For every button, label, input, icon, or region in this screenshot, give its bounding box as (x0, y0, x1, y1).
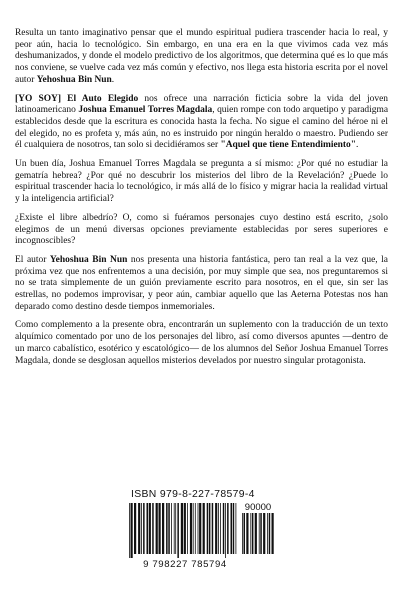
paragraph-supplement: Como complemento a la presente obra, encontrarán un suplemento con la traducción de un texto alquímico comentado por uno de los personajes del libro, así como diversos apuntes —dentro de un marco cabalístico, esotérico y escatológico— de los alumnos del Señor Joshua Emanuel Torres Magdala, donde se desglosan aquellos misterios develados por nuestro singular protagonista. (15, 320, 388, 366)
barcode-bar (152, 503, 154, 554)
author-name: Yehoshua Bin Nun (36, 74, 112, 85)
barcode-bar (259, 513, 260, 554)
quote: "Aquel que tiene Entendimiento" (220, 140, 357, 151)
barcode-bar (209, 503, 211, 554)
paragraph-synopsis: [YO SOY] El Auto Elegido nos ofrece una narración ficticia sobre la vida del joven latinoamericano Joshua Emanuel Torres Magdala, quien rompe con todo arquetipo y paradigma establecidos desde que la escritura es conocida hasta la fecha. No sigue el camino del héroe ni el del elegido, no es profeta y, más aún, no es instruido por ningún heraldo o maestro. Pudiendo ser él cualquiera de nosotros, tan solo si decidiéramos ser "Aquel que tiene Entendimiento". (15, 93, 389, 151)
paragraph-author: El autor Yehoshua Bin Nun nos presenta una historia fantástica, pero tan real a la vez que, la próxima vez que nos enfrentemos a una decisión, por muy simple que sea, nos preguntaremos si no se trata simplemente de un guión previamente escrito para nosotros, en el que, sin ser las estrellas, no podemos improvisar, y peor aún, cambiar aquello que las Aeterna Potestas nos han deparado como destino desde tiempos inmemoriales. (15, 254, 388, 312)
author-name: Yehoshua Bin Nun (49, 254, 128, 265)
barcode-bar (203, 503, 205, 554)
barcode-bar (141, 503, 142, 554)
protagonist-name: Joshua Emanuel Torres Magdala (78, 105, 213, 116)
barcode-bar (174, 503, 175, 554)
barcode-bar (184, 503, 186, 554)
barcode-bar (166, 503, 168, 554)
barcode-bar (131, 503, 133, 558)
barcode-bar (272, 513, 274, 554)
barcode-bar (263, 513, 265, 554)
paragraph-questions: Un buen día, Joshua Emanuel Torres Magdala se pregunta a sí mismo: ¿Por qué no estudiar la gematría hebrea? ¿Por qué no descubrir los misterios del libro de la Revelación? ¿Puede lo espiritual trascender hacia lo tecnológico, ir más allá de lo físico y migrar hacia la realidad virtual y la inteligencia artificial? (15, 159, 388, 205)
barcode-bar (134, 503, 136, 554)
barcode-bar (244, 513, 246, 554)
barcode-bar (177, 503, 179, 558)
barcode-bar (236, 503, 237, 554)
barcode-bar (225, 503, 226, 558)
ean13-bars (129, 503, 239, 558)
barcode-bar (187, 503, 188, 554)
barcode-bar (269, 513, 271, 554)
price-addon-code: 90000 (244, 502, 272, 513)
book-title: [YO SOY] El Auto Elegido (15, 93, 139, 104)
barcode-bar (223, 503, 225, 554)
barcode-bar (190, 503, 192, 554)
barcode-bar (195, 503, 196, 554)
isbn-barcode (129, 489, 275, 580)
barcode-bar (181, 503, 183, 554)
barcode-bar (198, 503, 199, 554)
barcode-bar (215, 503, 217, 554)
barcode-bar (233, 503, 235, 554)
isbn-label: ISBN 979-8-227-78579-4 (131, 489, 255, 500)
barcode-bar (260, 513, 262, 554)
barcode-bar (168, 503, 170, 554)
barcode-bar (143, 503, 145, 554)
barcode-bar (252, 513, 254, 554)
barcode-bar (162, 503, 164, 554)
barcode-bar (212, 503, 214, 554)
barcode-bar (207, 503, 209, 554)
barcode-bar (227, 503, 229, 554)
barcode-bar (149, 503, 151, 554)
paragraph-intro: Resulta un tanto imaginativo pensar que el mundo espiritual pudiera trascender hacia lo real, y peor aún, hacia lo tecnológico. Sin embargo, en una era en la que vivimos cada vez más deshumanizados, y donde el modelo predictivo de los algoritmos, que determina qué es lo que más nos conviene, se vuelve cada vez más común y efectivo, nos llega esta historia escrita por el novel autor Yehoshua Bin Nun. (15, 28, 388, 85)
barcode-bar (129, 503, 130, 558)
barcode-bar (156, 503, 158, 554)
barcode-bar (255, 513, 257, 554)
barcode-bar (250, 513, 251, 554)
addon-bars (242, 513, 274, 558)
barcode-bar (220, 503, 221, 554)
barcode-bar (242, 513, 243, 554)
barcode-bar (267, 513, 268, 554)
barcode-bar (231, 503, 233, 554)
paragraph-free-will: ¿Existe el libre albedrío? O, como si fuéramos personajes cuyo destino está escrito, ¿solo elegimos de un menú diversas opciones previamente establecidas por seres superiores e incognoscibles? (15, 212, 388, 247)
barcode-bar (218, 503, 219, 554)
barcode-bar (159, 503, 161, 554)
barcode-bar (171, 503, 172, 554)
barcode-bar (138, 503, 140, 554)
barcode-bar (199, 503, 201, 554)
barcode-bar (193, 503, 194, 554)
barcode-bar (147, 503, 149, 554)
back-cover-text (15, 28, 388, 374)
barcode-bar (246, 513, 248, 554)
barcode-bar (175, 503, 176, 554)
ean-digits: 9 798227 785794 (143, 559, 227, 570)
